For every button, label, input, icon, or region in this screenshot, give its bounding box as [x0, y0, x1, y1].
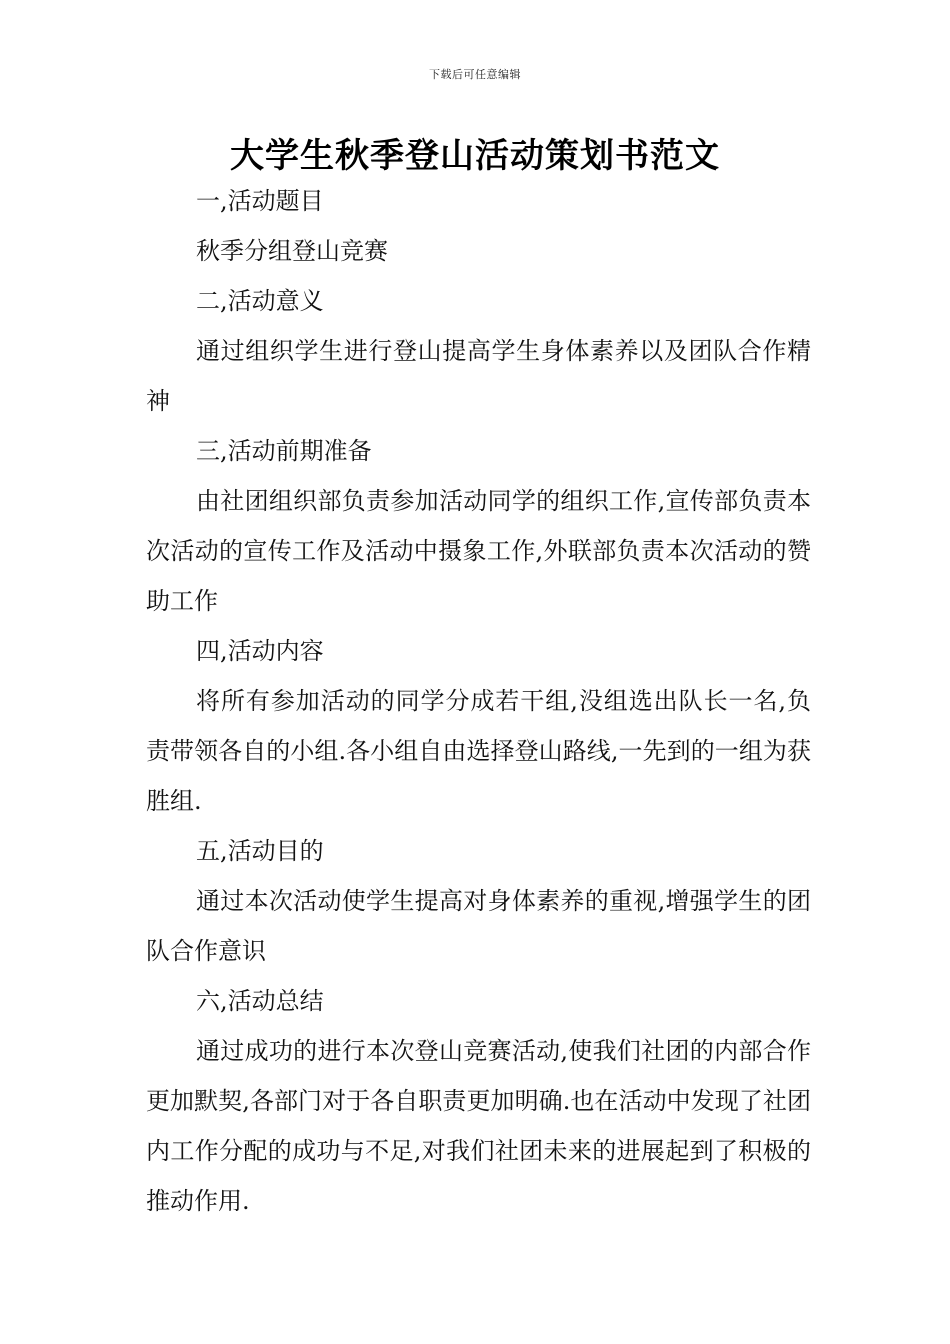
paragraph-content: 将所有参加活动的同学分成若干组,没组选出队长一名,负责带领各自的小组.各小组自由选择登山路线,一先到的一组为获胜组. [146, 687, 811, 815]
paragraph-purpose: 通过本次活动使学生提高对身体素养的重视,增强学生的团队合作意识 [146, 887, 811, 965]
header-note: 下载后可任意编辑 [429, 68, 521, 81]
paragraph-summary: 通过成功的进行本次登山竞赛活动,使我们社团的内部合作更加默契,各部门对于各自职责更加明确.也在活动中发现了社团内工作分配的成功与不足,对我们社团未来的进展起到了积极的推动作用. [146, 1037, 811, 1215]
section-heading-content: 四,活动内容 [196, 637, 324, 665]
section-heading-preparation: 三,活动前期准备 [196, 437, 372, 465]
section-heading-purpose: 五,活动目的 [196, 837, 324, 865]
paragraph-preparation: 由社团组织部负责参加活动同学的组织工作,宣传部负责本次活动的宣传工作及活动中摄象工作,外联部负责本次活动的赞助工作 [146, 487, 811, 615]
section-heading-topic: 一,活动题目 [196, 187, 324, 215]
paragraph-topic: 秋季分组登山竞赛 [196, 237, 388, 265]
document-title: 大学生秋季登山活动策划书范文 [230, 136, 720, 176]
document-body [146, 176, 811, 1226]
section-heading-significance: 二,活动意义 [196, 287, 324, 315]
section-heading-summary: 六,活动总结 [196, 987, 324, 1015]
paragraph-significance: 通过组织学生进行登山提高学生身体素养以及团队合作精神 [146, 337, 811, 415]
